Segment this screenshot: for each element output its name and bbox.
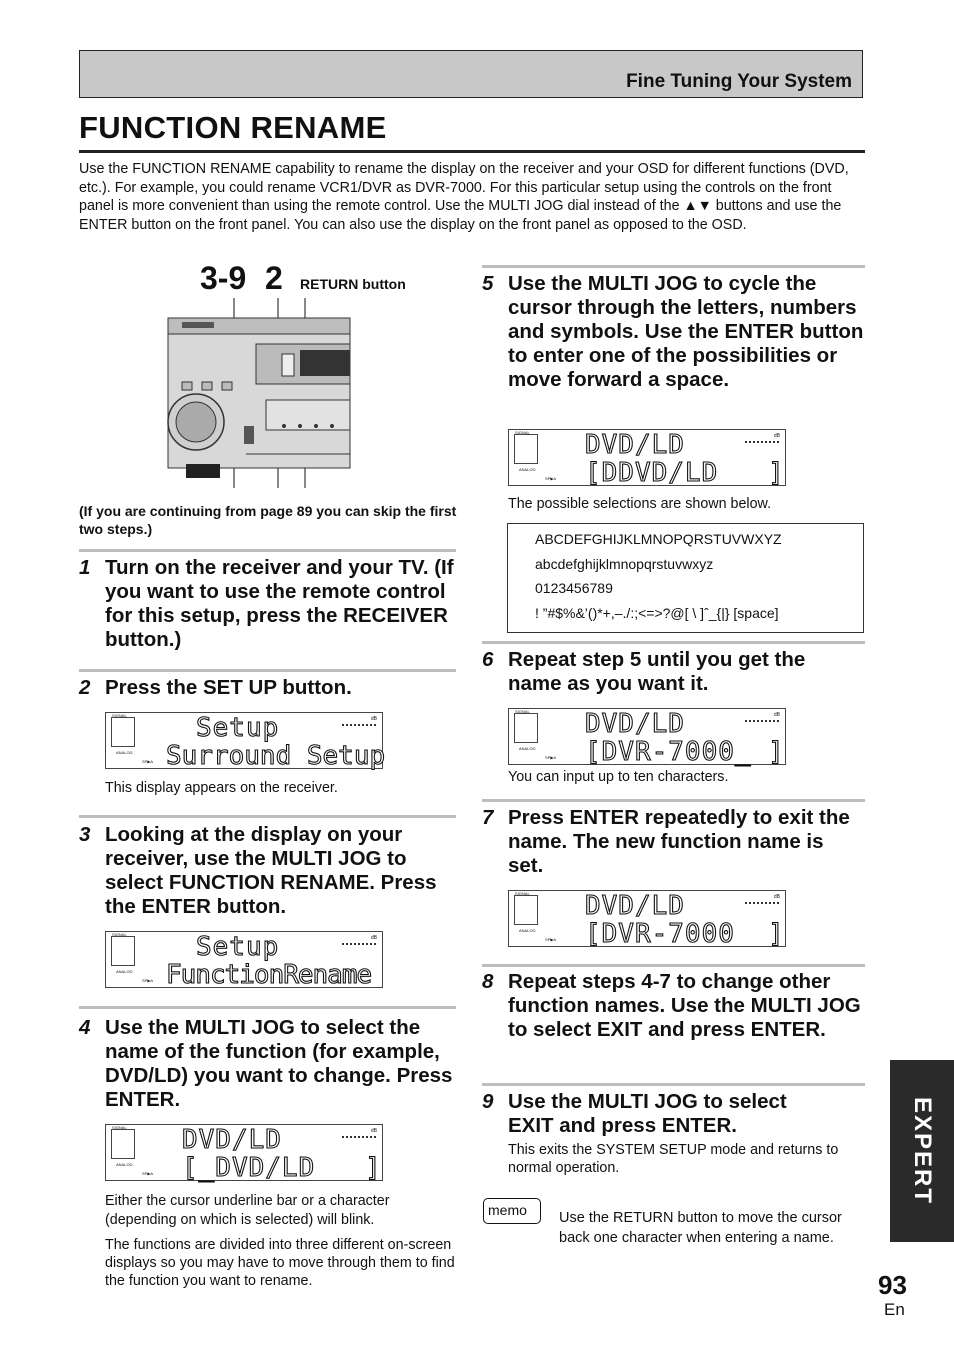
page-language: En <box>884 1300 905 1319</box>
display-line-2: [DVR-7000 ] <box>585 919 785 949</box>
step-4-note-1: Either the cursor underline bar or a character (depending on which is selected) will blink. <box>105 1193 390 1228</box>
db-indicator: dB <box>370 1128 377 1134</box>
receiver-figure <box>160 258 460 488</box>
symbols: ! ”#$%&’()*+,–./:;<=>?@[ \ ]ˆ_{|} [space] <box>535 605 779 621</box>
db-indicator: dB <box>773 433 780 439</box>
db-indicator: dB <box>370 935 377 941</box>
step-9-note: This exits the SYSTEM SETUP mode and returns to normal operation. <box>508 1142 839 1176</box>
display-line-2: [_DVD/LD ] <box>182 1153 382 1183</box>
step-text: Use the MULTI JOG to select EXIT and press ENTER. <box>508 1090 787 1137</box>
step-number: 4 <box>79 1016 91 1039</box>
speaker-indicator: SP▶A <box>142 978 154 983</box>
display-line-2: [DVR-7000_ ] <box>585 737 785 767</box>
level-meter <box>745 902 779 904</box>
return-button-label: RETURN button <box>300 276 406 292</box>
step-7 <box>482 806 865 880</box>
db-indicator: dB <box>773 712 780 718</box>
step-text: Use the MULTI JOG to select the name of the function (for example, DVD/LD) you want to change. Press ENTER. <box>105 1016 453 1111</box>
expert-tab-label: EXPERT <box>909 1096 936 1206</box>
level-meter <box>745 441 779 443</box>
lcd-display-step-6 <box>508 708 786 765</box>
display-line-1: Setup <box>196 932 280 962</box>
step-8 <box>482 970 865 1068</box>
skip-note: (If you are continuing from page 89 you can skip the first two steps.) <box>79 503 457 537</box>
step-number: 1 <box>79 556 91 579</box>
step-2-rule <box>79 669 456 672</box>
step-text: Use the MULTI JOG to cycle the cursor through the letters, numbers and symbols. Use the ENTER button to enter one of the possibilities or move forward a space. <box>508 272 864 391</box>
signal-indicator: SIGNAL ANALOG <box>514 713 538 743</box>
speaker-indicator: SP▶A <box>545 476 557 481</box>
step-text: Press the SET UP button. <box>105 676 352 699</box>
lcd-display-step-2 <box>105 712 386 771</box>
signal-indicator: SIGNAL ANALOG <box>111 1129 135 1159</box>
step-text: Turn on the receiver and your TV. (If you want to use the remote control for this setup, press the RECEIVER button.) <box>105 556 454 651</box>
section-label: Fine Tuning Your System <box>626 71 852 92</box>
step-text: Looking at the display on your receiver, use the MULTI JOG to select FUNCTION RENAME. Press the ENTER button. <box>105 823 437 918</box>
step-6-note: You can input up to ten characters. <box>508 769 729 785</box>
lcd-display-step-4 <box>105 1124 383 1181</box>
display-line-1: Setup <box>196 713 280 743</box>
step-5-rule <box>482 265 865 268</box>
speaker-indicator: SP▶A <box>142 1171 154 1176</box>
step-text: Repeat step 5 until you get the name as you want it. <box>508 648 806 695</box>
display-line-2: FunctionRename <box>166 960 372 990</box>
step-4 <box>79 1016 456 1116</box>
callout-3-9: 3-9 <box>200 260 247 296</box>
speaker-indicator: SP▶A <box>545 755 557 760</box>
page-title: FUNCTION RENAME <box>79 110 387 145</box>
signal-indicator: SIGNAL ANALOG <box>111 936 135 966</box>
step-2 <box>79 676 456 702</box>
step-4-rule <box>79 1006 456 1009</box>
level-meter <box>342 1136 376 1138</box>
step-text: Repeat steps 4-7 to change other function names. Use the MULTI JOG to select EXIT and press ENTER. <box>508 970 861 1041</box>
receiver-front-panel-illustration <box>160 258 460 488</box>
level-meter <box>342 724 376 726</box>
step-5 <box>482 272 865 418</box>
lcd-display-step-5 <box>508 429 786 486</box>
step-number: 3 <box>79 823 91 846</box>
step-6 <box>482 648 865 698</box>
step-6-rule <box>482 641 865 644</box>
db-indicator: dB <box>370 716 377 722</box>
step-8-rule <box>482 964 865 967</box>
memo-icon <box>483 1198 541 1224</box>
step-7-rule <box>482 799 865 802</box>
display-line-1: DVD/LD <box>585 709 685 739</box>
step-3-rule <box>79 815 456 818</box>
display-line-1: DVD/LD <box>585 430 685 460</box>
step-number: 7 <box>482 806 494 829</box>
display-line-2: [DDVD/LD ] <box>585 458 785 488</box>
lcd-display-step-3 <box>105 931 383 988</box>
step-3 <box>79 823 456 919</box>
step-5-note: The possible selections are shown below. <box>508 496 772 512</box>
step-1 <box>79 556 456 652</box>
memo-text: Use the RETURN button to move the cursor back one character when entering a name. <box>559 1210 842 1246</box>
speaker-indicator: SP▶A <box>142 759 154 764</box>
display-line-2: Surround Setup <box>166 741 386 771</box>
callout-2: 2 <box>265 260 283 296</box>
step-2-note: This display appears on the receiver. <box>105 780 338 796</box>
lowercase-letters: abcdefghijklmnopqrstuvwxyz <box>535 556 714 572</box>
step-9 <box>482 1090 865 1140</box>
expert-section-tab <box>890 1060 954 1242</box>
step-number: 2 <box>79 676 91 699</box>
digits: 0123456789 <box>535 580 613 596</box>
step-number: 6 <box>482 648 494 671</box>
signal-indicator: SIGNAL ANALOG <box>111 717 135 747</box>
signal-indicator: SIGNAL ANALOG <box>514 434 538 464</box>
lcd-display-step-7 <box>508 890 786 947</box>
step-4-note-2: The functions are divided into three different on-screen displays so you may have to move through them to find the function you want to rename. <box>105 1237 455 1289</box>
step-number: 5 <box>482 272 494 295</box>
uppercase-letters: ABCDEFGHIJKLMNOPQRSTUVWXYZ <box>535 531 782 547</box>
section-header-bar <box>79 50 863 98</box>
level-meter <box>342 943 376 945</box>
step-number: 8 <box>482 970 494 993</box>
signal-indicator: SIGNAL ANALOG <box>514 895 538 925</box>
step-9-rule <box>482 1083 865 1086</box>
db-indicator: dB <box>773 894 780 900</box>
step-text: Press ENTER repeatedly to exit the name. The new function name is set. <box>508 806 850 877</box>
page-number: 93 <box>878 1270 907 1300</box>
title-rule <box>79 150 865 153</box>
memo-label: memo <box>488 1202 527 1218</box>
intro-paragraph: Use the FUNCTION RENAME capability to rename the display on the receiver and your OSD for different functions (DVD, etc.). For example, you could rename VCR1/DVR as DVR-7000. For this particular setup using the controls on the front panel is more convenient than using the remote control. Use the MULTI JOG dial instead of the ▲▼ buttons and use the ENTER button on the front panel. You can also use the display on the front panel as opposed to the OSD. <box>79 161 849 233</box>
display-line-1: DVD/LD <box>585 891 685 921</box>
display-line-1: DVD/LD <box>182 1125 282 1155</box>
level-meter <box>745 720 779 722</box>
step-1-rule <box>79 549 456 552</box>
speaker-indicator: SP▶A <box>545 937 557 942</box>
step-number: 9 <box>482 1090 494 1113</box>
character-set-box <box>507 523 864 633</box>
